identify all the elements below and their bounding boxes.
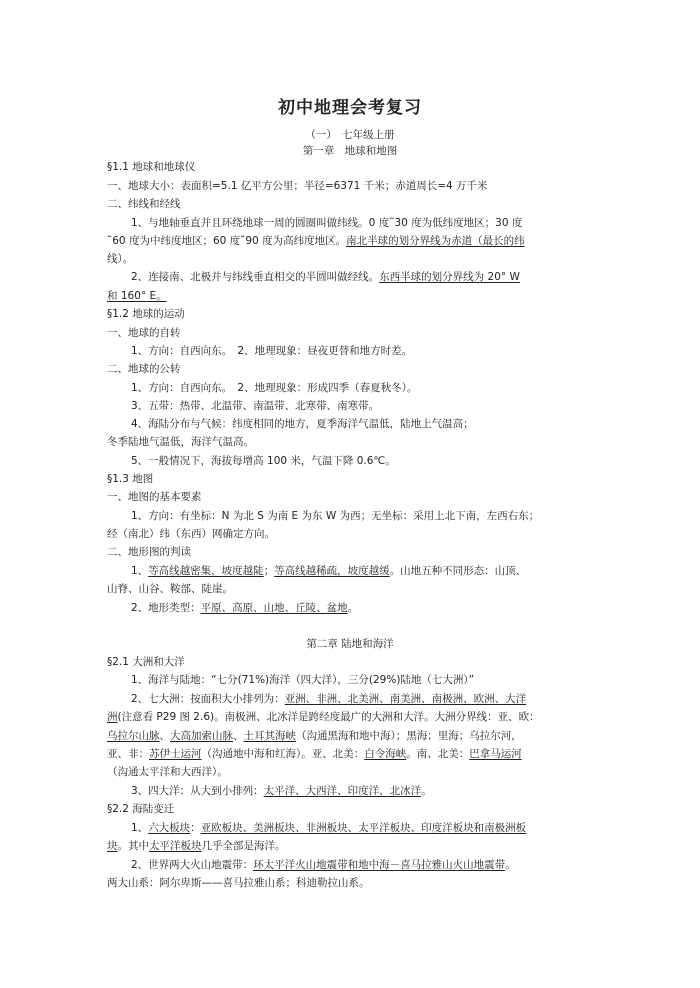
section-2-2-heading: §2.2 海陆变迁 [107,803,175,815]
underlined-text: 南北半球的划分界线为赤道（最长的纬 [346,235,525,247]
text-line [131,858,621,872]
text-span: 1、 [131,565,149,577]
underlined-text: 东西半球的划分界线为 20° W [379,271,520,283]
text-line [107,710,597,724]
text-line: 5、一般情况下，海拔每增高 100 米，气温下降 0.6℃。 [131,455,396,467]
text-line: 二、纬线和经线 [107,198,181,210]
chapter-2-heading: 第二章 陆地和海洋 [306,638,394,650]
text-line: 1、方向：自西向东。 2、地理现象：昼夜更替和地方时差。 [131,345,413,357]
section-1-2-heading: §1.2 地球的运动 [107,308,185,320]
underlined-text: 太平洋、大西洋、印度洋、北冰洋 [263,785,422,797]
text-span: 几乎全部是海洋。 [201,840,286,852]
chapter-1-heading: 第一章 地球和地图 [302,145,398,157]
text-span: 。南、北美： [406,748,470,760]
text-span: 2、连接南、北极并与纬线垂直相交的半圆叫做经线。 [131,271,380,283]
underlined-text: 洲 [107,711,118,723]
underlined-text: 等高线越稀疏，坡度越缓 [274,565,390,577]
page-title: 初中地理会考复习 [278,98,422,118]
underlined-text: 太平洋板块 [149,840,202,852]
text-span: (注意看 P29 图 2.6)。南极洲、北冰洋是跨经度最广的大洲和大洋。大洲分界线：亚、欧： [117,711,540,723]
text-line: 经（南北）纬（东西）网确定方向。 [107,528,275,540]
text-span: ˜60 度为中纬度地区；60 度˜90 度为高纬度地区。 [107,235,347,247]
text-span: 1、 [131,822,149,834]
text-span: 。 [347,602,359,614]
text-span: 、 [233,730,244,742]
text-span: 、 [159,730,170,742]
text-line [107,839,597,853]
underlined-text: 块 [107,840,118,852]
part-heading: （一） 七年级上册 [305,129,395,141]
text-line [107,289,597,303]
text-line [131,270,621,284]
text-span: 。 [505,859,516,871]
underlined-text: 大高加索山脉 [170,730,233,742]
text-span: 2、地形类型： [131,602,201,614]
underlined-text: 亚欧板块、美洲板块、非洲板块、太平洋板块、印度洋板块和南极洲板 [200,822,527,834]
text-line: 一、地球的自转 [107,327,181,339]
text-line: 一、地球大小：表面积=5.1 亿平方公里；半径=6371 千米；赤道周长=4 万千米 [107,180,488,192]
text-line: 线）。 [107,253,134,265]
underlined-text: 土耳其海峡 [243,730,296,742]
text-span: 亚、非： [107,748,149,760]
underlined-text: 苏伊士运河 [149,748,202,760]
underlined-text: 六大板块 [148,822,191,834]
text-line: （沟通太平洋和大西洋）。 [107,766,228,778]
text-line: 1、方向：自西向东。 2、地理现象：形成四季（春夏秋冬）。 [131,382,418,394]
text-line: 1、与地轴垂直并且环绕地球一周的圆圈叫做纬线。0 度˜30 度为低纬度地区；30 度 [131,217,523,229]
text-line [107,747,597,761]
text-line [107,234,597,248]
text-span: ： [190,822,201,834]
text-line [107,729,597,743]
text-span: 。山地五种不同形态：山顶、 [389,565,527,577]
underlined-text: 巴拿马运河 [469,748,522,760]
text-span: 2、七大洲：按面积大小排列为： [131,693,285,705]
text-line [131,784,621,798]
text-span: （沟通黑海和地中海）；黑海；里海；乌拉尔河， [296,730,522,742]
underlined-text: 乌拉尔山脉 [107,730,160,742]
underlined-text: 亚洲、非洲、北美洲、南美洲、南极洲、欧洲、大洋 [284,693,527,705]
underlined-text: 等高线越密集，坡度越陡 [148,565,264,577]
underlined-text: 平原、高原、山地、丘陵、盆地 [200,602,348,614]
text-span: 3、四大洋：从大到小排列： [131,785,264,797]
text-line: 1、方向：有坐标：N 为北 S 为南 E 为东 W 为西；无坐标：采用上北下南，左西右东； [131,510,540,522]
text-line: 两大山系：阿尔卑斯——喜马拉雅山系；科迪勒拉山系。 [107,877,370,889]
text-line: 山脊、山谷、鞍部、陡崖。 [107,583,233,595]
text-span: （沟通地中海和红海）。亚、北美： [201,748,365,760]
text-span: 。其中 [117,840,149,852]
section-1-3-heading: §1.3 地图 [107,473,154,485]
text-line: 二、地形图的判读 [107,546,191,558]
text-line: 4、海陆分布与气候：纬度相同的地方，夏季海洋气温低，陆地上气温高； [131,418,474,430]
text-span: ； [263,565,275,577]
section-1-1-heading: §1.1 地球和地球仪 [107,161,196,173]
text-line: 二、地球的公转 [107,363,181,375]
underlined-text: 和 160° E。 [107,290,167,302]
text-line: 一、地图的基本要素 [107,491,202,503]
underlined-text: 白令海峡 [364,748,407,760]
text-line: 冬季陆地气温低，海洋气温高。 [107,436,254,448]
text-span: 。 [421,785,432,797]
text-line: 3、五带：热带、北温带、南温带、北寒带、南寒带。 [131,400,380,412]
underlined-text: 环太平洋火山地震带和地中海－喜马拉雅山火山地震带 [253,859,506,871]
text-line: 1、海洋与陆地：“七分(71%)海洋（四大洋），三分(29%)陆地（七大洲）” [131,674,475,686]
text-span: 2、世界两大火山地震带： [131,859,254,871]
section-2-1-heading: §2.1 大洲和大洋 [107,656,185,668]
text-line [131,564,621,578]
text-line [131,821,621,835]
text-line [131,692,621,706]
text-line [131,601,621,615]
